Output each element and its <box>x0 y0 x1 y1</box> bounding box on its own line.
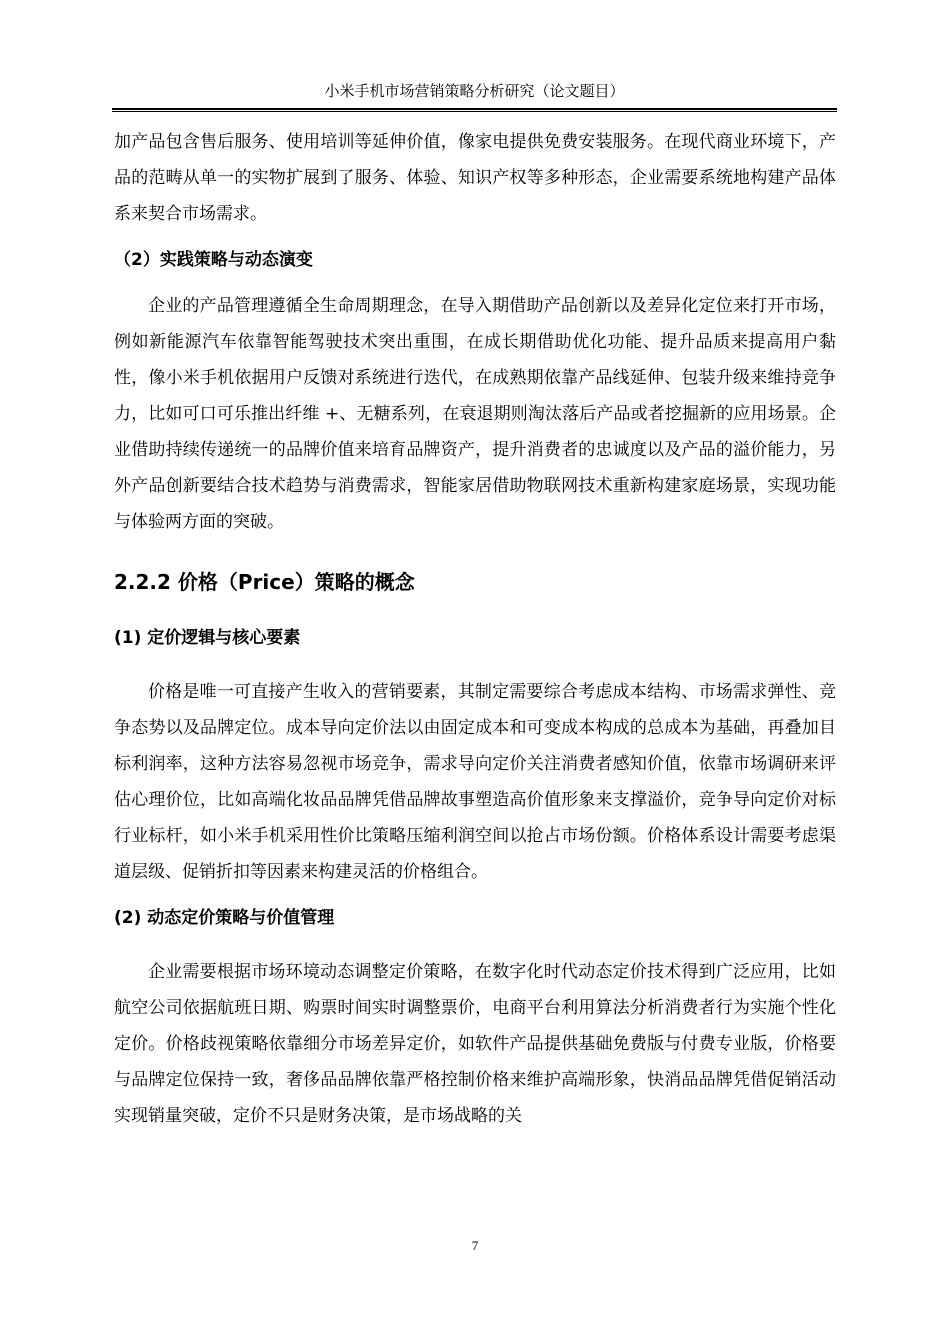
spacer <box>114 936 836 954</box>
spacer <box>114 890 836 900</box>
paragraph-price-dynamic: 企业需要根据市场环境动态调整定价策略，在数字化时代动态定价技术得到广泛应用，比如航空公司依据航班日期、购票时间实时调整票价，电商平台利用算法分析消费者行为实施个性化定价。价格歧视策略依靠细分市场差异定价，如软件产品提供基础免费版与付费专业版，价格要与品牌定位保持一致，奢侈品品牌依靠严格控制价格来维护高端形象，快消品品牌凭借促销活动实现销量突破，定价不只是财务决策，是市场战略的关 <box>114 962 836 1126</box>
spacer <box>114 656 836 674</box>
header-rule <box>112 108 837 110</box>
section-heading-price: 2.2.2 价格（Price）策略的概念 <box>114 570 415 594</box>
spacer <box>114 540 836 562</box>
page-number: 7 <box>471 1238 479 1253</box>
header-rule-thin <box>112 111 837 112</box>
paragraph-price-logic: 价格是唯一可直接产生收入的营销要素，其制定需要综合考虑成本结构、市场需求弹性、竞争态势以及品牌定位。成本导向定价法以由固定成本和可变成本构成的总成本为基础，再叠加目标利润率，这种方法容易忽视市场竞争，需求导向定价关注消费者感知价值，依靠市场调研来评估心理价位，比如高端化妆品品牌凭借品牌故事塑造高价值形象来支撑溢价，竞争导向定价对标行业标杆，如小米手机采用性价比策略压缩利润空间以抢占市场份额。价格体系设计需要考虑渠道层级、促销折扣等因素来构建灵活的价格组合。 <box>114 682 836 882</box>
subheading-price-logic: (1) 定价逻辑与核心要素 <box>114 628 301 648</box>
spacer <box>114 602 836 620</box>
spacer <box>114 278 836 288</box>
paragraph-product-practice: 企业的产品管理遵循全生命周期理念，在导入期借助产品创新以及差异化定位来打开市场，例如新能源汽车依靠智能驾驶技术突出重围，在成长期借助优化功能、提升品质来提高用户黏性，像小米手机依据用户反馈对系统进行迭代，在成熟期依靠产品线延伸、包装升级来维持竞争力，比如可口可乐推出纤维 +、无糖系列，在衰退期则淘汰落后产品或者挖掘新的应用场景。企业借助持续传递统一的品牌价值来培育品牌资产，提升消费者的忠诚度以及产品的溢价能力，另外产品创新要结合技术趋势与消费需求，智能家居借助物联网技术重新构建家庭场景，实现功能与体验两方面的突破。 <box>114 296 836 532</box>
subheading-product-practice: （2）实践策略与动态演变 <box>114 250 313 270</box>
paragraph-intro: 加产品包含售后服务、使用培训等延伸价值，像家电提供免费安装服务。在现代商业环境下，产品的范畴从单一的实物扩展到了服务、体验、知识产权等多种形态，企业需要系统地构建产品体系来契合市场需求。 <box>114 132 836 224</box>
spacer <box>114 232 836 242</box>
running-header: 小米手机市场营销策略分析研究（论文题目） <box>324 82 625 100</box>
subheading-price-dynamic: (2) 动态定价策略与价值管理 <box>114 908 335 928</box>
main-content <box>114 124 836 1134</box>
